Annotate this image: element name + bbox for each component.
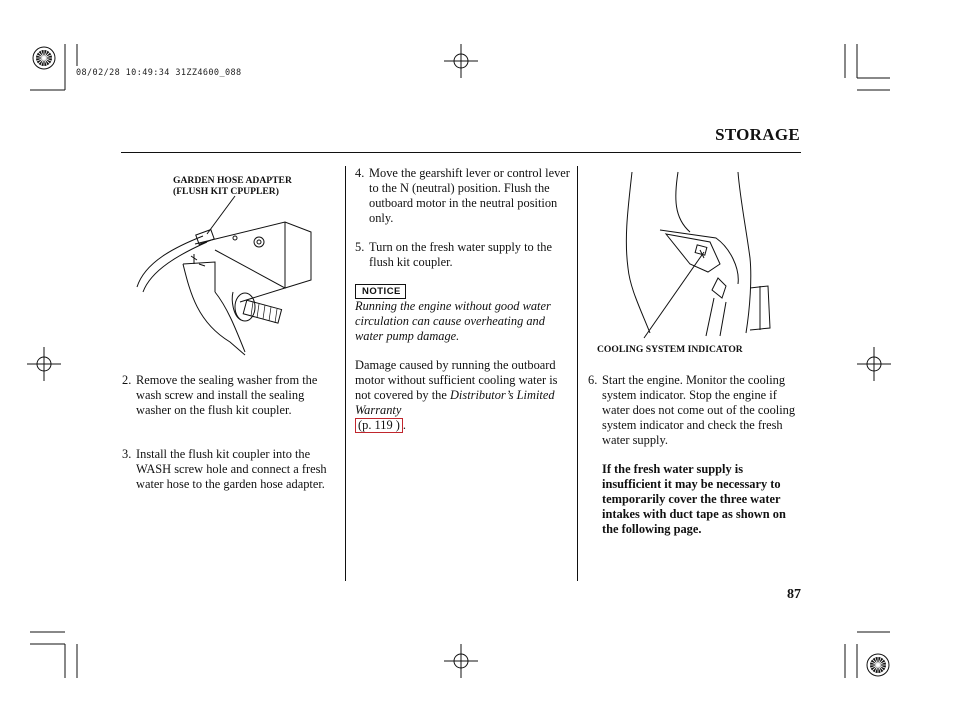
step-4: [355, 166, 570, 226]
notice-badge: NOTICE: [355, 284, 406, 299]
step-6: [588, 373, 803, 448]
damage-paragraph: [355, 358, 570, 433]
cooling-indicator-illustration: [600, 168, 800, 343]
step-3: [122, 447, 337, 492]
step-5-paragraph: [355, 240, 565, 270]
step-number: 5.: [355, 240, 365, 254]
step-5: [355, 240, 565, 270]
print-timestamp: 08/02/28 10:49:34 31ZZ4600_088: [76, 68, 242, 78]
water-supply-warning: If the fresh water supply is insufficient it may be necessary to temporarily cover the three water intakes with duct tape as shown on the following page.: [602, 462, 786, 536]
step-number: 3.: [122, 447, 132, 461]
page-number: 87: [787, 587, 801, 602]
warranty-reference: Distributor’s Limited Warranty: [355, 388, 555, 417]
figure-caption-line1: GARDEN HOSE ADAPTER: [173, 175, 292, 186]
notice-text: Running the engine without good water circulation can cause overheating and water pump damage.: [355, 299, 551, 343]
page-title: STORAGE: [715, 125, 800, 144]
sentence-period: .: [402, 418, 406, 432]
damage-text: Damage caused by running the outboard motor without sufficient cooling water is not covered by the: [355, 358, 558, 402]
step-4-text: Move the gearshift lever or control lever to the N (neutral) position. Flush the outboard motor in the neutral position only.: [369, 166, 570, 225]
step-number: 4.: [355, 166, 365, 180]
title-rule: [121, 152, 801, 153]
step-number: 2.: [122, 373, 132, 387]
step-6-text: Start the engine. Monitor the cooling system indicator. Stop the engine if water does not come out of the cooling system indicator and check the fresh water supply.: [602, 373, 796, 447]
column-divider-right: [577, 166, 578, 581]
step-6-paragraph: [588, 373, 803, 448]
step-3-paragraph: [122, 447, 337, 492]
step-2-paragraph: [122, 373, 335, 418]
figure-caption-cooling-indicator: COOLING SYSTEM INDICATOR: [597, 344, 743, 355]
figure-caption-line2: (FLUSH KIT CPUPLER): [173, 186, 279, 197]
step-5-text: Turn on the fresh water supply to the flush kit coupler.: [369, 240, 552, 269]
step-4-paragraph: [355, 166, 570, 226]
step-2-text: Remove the sealing washer from the wash screw and install the sealing washer on the flush kit coupler.: [136, 373, 318, 417]
step-3-text: Install the flush kit coupler into the WASH screw hole and connect a fresh water hose to the garden hose adapter.: [136, 447, 327, 491]
step-number: 6.: [588, 373, 598, 387]
page-reference-link[interactable]: (p. 119 ): [355, 418, 403, 433]
column-divider-left: [345, 166, 346, 581]
flush-kit-illustration: [135, 192, 325, 357]
notice-label: [355, 281, 406, 299]
step-2: [122, 373, 335, 418]
